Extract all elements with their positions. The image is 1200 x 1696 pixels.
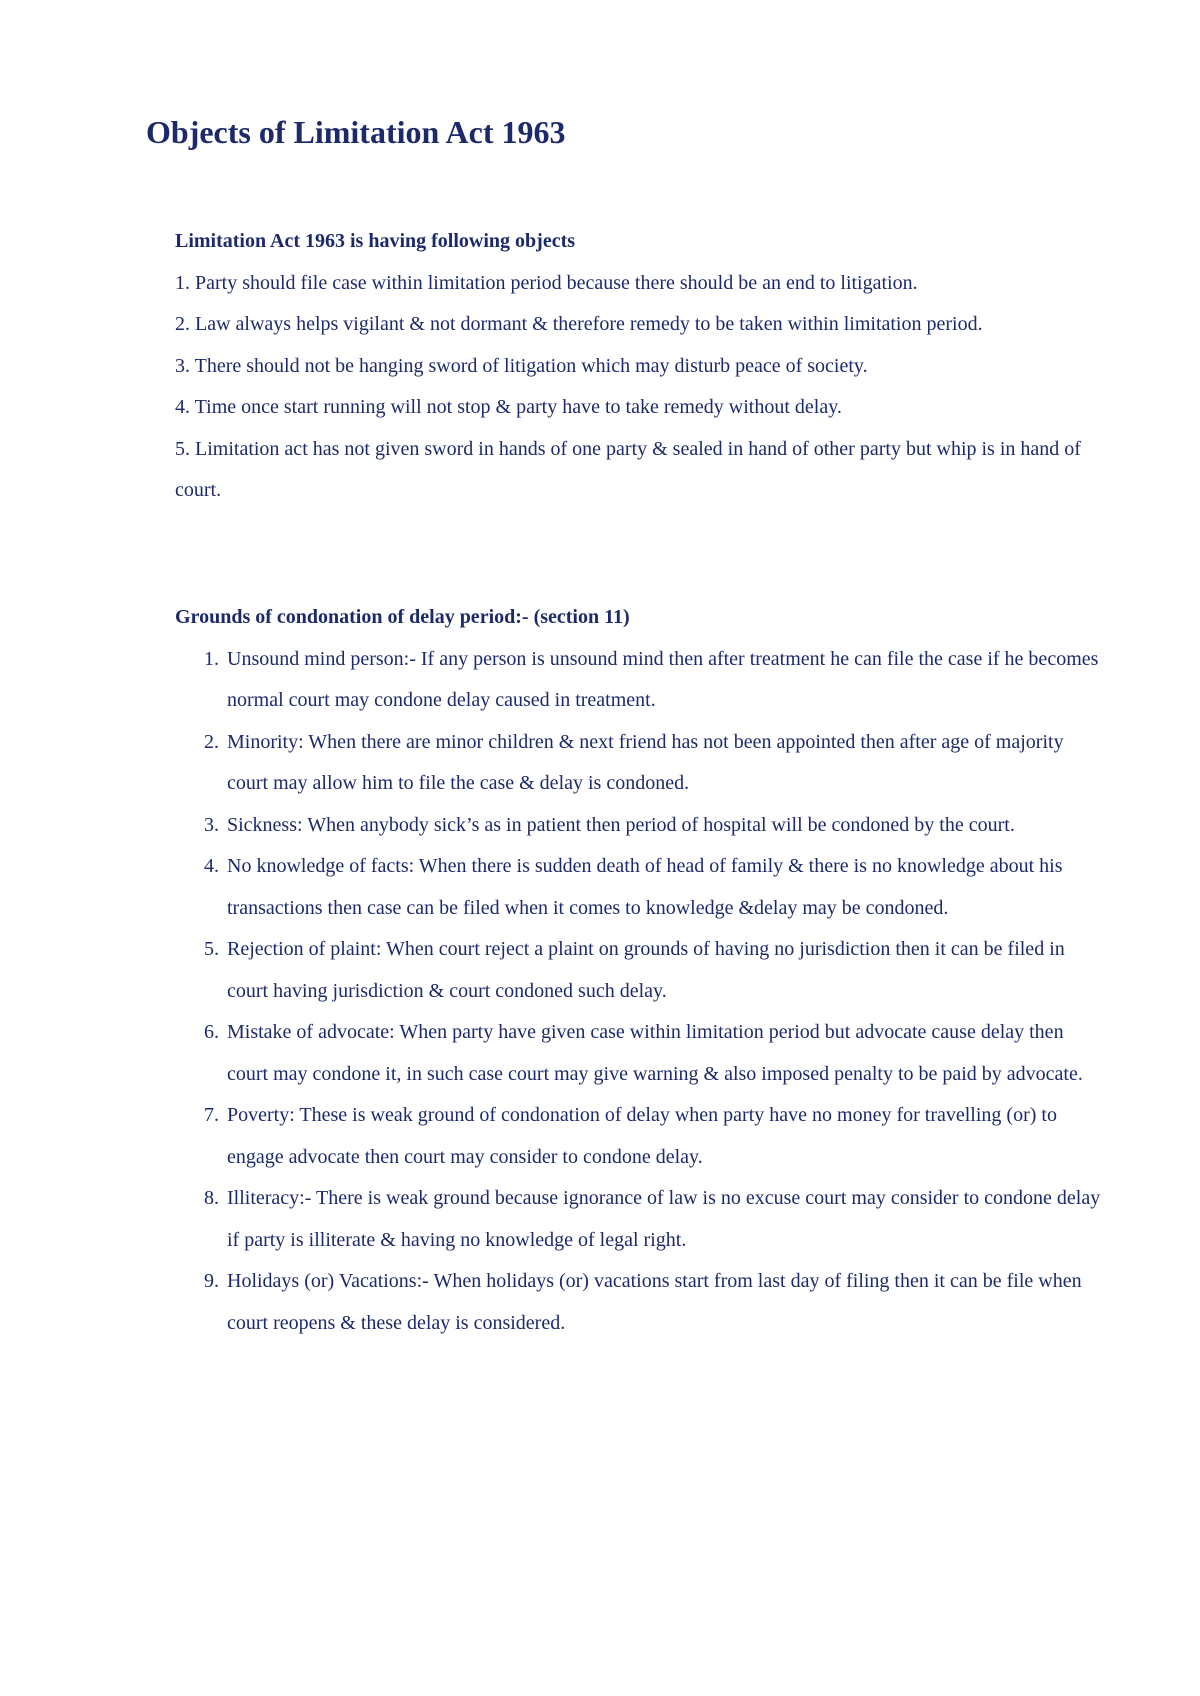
grounds-list [175, 639, 1105, 1345]
grounds-item-number: 2. [204, 730, 219, 753]
grounds-item [175, 722, 1105, 805]
objects-section [175, 221, 1105, 512]
grounds-item-number: 1. [204, 647, 219, 670]
objects-heading: Limitation Act 1963 is having following objects [175, 230, 576, 252]
grounds-item-number: 6. [204, 1021, 219, 1043]
grounds-item [175, 846, 1105, 929]
objects-item: 3. There should not be hanging sword of litigation which may disturb peace of society. [175, 354, 868, 377]
grounds-item-number: 7. [204, 1104, 219, 1126]
grounds-item [175, 1012, 1105, 1095]
document-title: Objects of Limitation Act 1963 [146, 114, 566, 150]
grounds-item-number: 3. [204, 813, 219, 836]
grounds-item [175, 1261, 1105, 1344]
grounds-item [175, 929, 1105, 1012]
grounds-item-number: 5. [204, 938, 219, 960]
objects-item: 5. Limitation act has not given sword in hands of one party & sealed in hand of other party but whip is in hand of court. [175, 437, 1081, 501]
grounds-item-text: Minority: When there are minor children & next friend has not been appointed then after age of majority court may allow him to file the case & delay is condoned. [227, 730, 1064, 794]
grounds-item-text: Mistake of advocate: When party have given case within limitation period but advocate cause delay then court may condone it, in such case court may give warning & also imposed penalty to be paid by advocate. [227, 1021, 1083, 1085]
grounds-item-text: Sickness: When anybody sick’s as in patient then period of hospital will be condoned by the court. [227, 813, 1015, 836]
grounds-item-text: No knowledge of facts: When there is sudden death of head of family & there is no knowledge about his transactions then case can be filed when it comes to knowledge &delay may be condoned. [227, 855, 1063, 919]
grounds-item-text: Poverty: These is weak ground of condonation of delay when party have no money for travelling (or) to engage advocate then court may consider to condone delay. [227, 1104, 1057, 1168]
objects-item: 2. Law always helps vigilant & not dormant & therefore remedy to be taken within limitation period. [175, 313, 983, 335]
grounds-heading: Grounds of condonation of delay period:- (section 11) [175, 606, 630, 628]
objects-item: 4. Time once start running will not stop & party have to take remedy without delay. [175, 396, 842, 418]
objects-list [175, 263, 1105, 512]
grounds-item-text: Holidays (or) Vacations:- When holidays (or) vacations start from last day of filing then it can be file when court reopens & these delay is considered. [227, 1270, 1082, 1334]
grounds-item [175, 805, 1105, 847]
grounds-item-number: 9. [204, 1270, 219, 1292]
grounds-item-number: 4. [204, 855, 219, 877]
grounds-item-text: Unsound mind person:- If any person is unsound mind then after treatment he can file the case if he becomes normal court may condone delay caused in treatment. [227, 647, 1099, 711]
grounds-item-text: Illiteracy:- There is weak ground because ignorance of law is no excuse court may consider to condone delay if party is illiterate & having no knowledge of legal right. [227, 1187, 1101, 1251]
grounds-item [175, 1178, 1105, 1261]
grounds-item-number: 8. [204, 1187, 219, 1209]
objects-item: 1. Party should file case within limitation period because there should be an end to litigation. [175, 271, 918, 294]
grounds-item [175, 1095, 1105, 1178]
grounds-section [175, 597, 1105, 1344]
grounds-item-text: Rejection of plaint: When court reject a plaint on grounds of having no jurisdiction then it can be filed in court having jurisdiction & court condoned such delay. [227, 938, 1065, 1002]
grounds-item [175, 639, 1105, 722]
